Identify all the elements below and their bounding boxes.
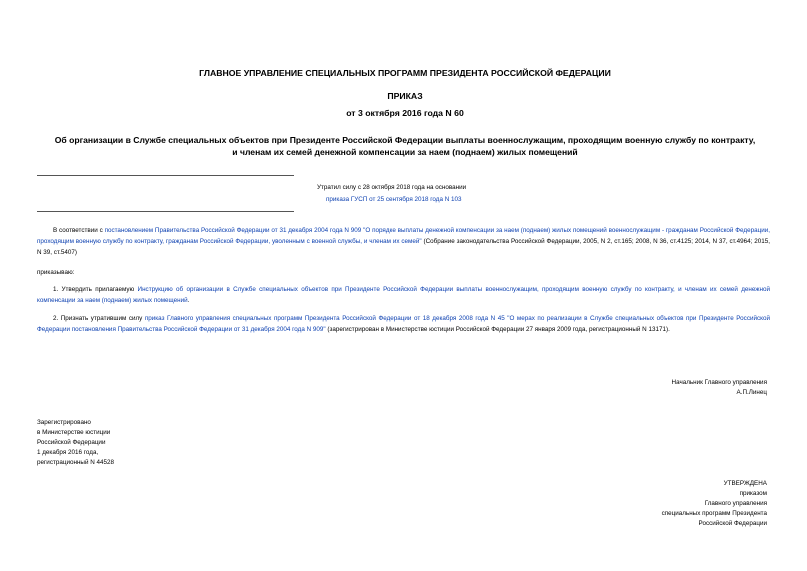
- approval-line-1: УТВЕРЖДЕНА: [723, 480, 767, 487]
- lost-force-text: Утратил силу с 28 октября 2018 года на основании: [317, 184, 467, 191]
- registration-line-2: в Министерстве юстиции: [37, 429, 111, 436]
- separator-bottom: [37, 211, 294, 212]
- preamble-suffix: (Собрание законодательства Российской Федерации, 2005, N 2, ст.165; 2008, N 36, ст.4125; 2014, N 37, ст.4964; 2015, N 39, ст.5407): [37, 238, 770, 256]
- registration-line-1: Зарегистрировано: [37, 419, 91, 426]
- instruction-link[interactable]: Инструкцию об организации в Службе специальных объектов при Президенте Российской Федерации выплаты военнослужащим, проходящим военную службу по контракту, и членам их семей денежной компенсации за наем (поднаем) жилых помещений: [37, 286, 770, 304]
- clause-2-prefix: 2. Признать утратившим силу: [53, 315, 145, 322]
- approval-block: [467, 479, 767, 529]
- document-date-number: от 3 октября 2016 года N 60: [346, 108, 464, 118]
- approval-line-2: приказом: [739, 490, 767, 497]
- approval-line-5: Российской Федерации: [698, 520, 767, 527]
- clause-1-paragraph: [37, 284, 770, 306]
- clause-1-suffix: .: [187, 297, 190, 304]
- document-title-line-2: и членам их семей денежной компенсации за наем (поднаем) жилых помещений: [232, 147, 578, 157]
- signer-name: А.П.Линец: [736, 389, 767, 396]
- registration-line-5: регистрационный N 44528: [37, 459, 115, 466]
- signature-block: [467, 378, 767, 398]
- repealed-order-link[interactable]: приказ Главного управления специальных программ Президента Российской Федерации от 18 декабря 2008 года N 45 "О мерах по реализации в Службе специальных объектов при Президенте Российской Федерации постановления Правительства Российской Федерации от 31 декабря 2004 года N 909": [37, 315, 770, 333]
- preamble-paragraph: [37, 225, 770, 258]
- government-decree-link[interactable]: постановлением Правительства Российской Федерации от 31 декабря 2004 года N 909 "О порядке выплаты денежной компенсации за наем (поднаем) жилых помещений военнослужащим - гражданам Российской Федерации, проходящим военную службу по контракту, гражданам Российской Федерации, уволенным с военной службы, и членам их семей": [37, 227, 770, 245]
- registration-line-3: Российской Федерации: [37, 439, 106, 446]
- separator-top: [37, 175, 294, 176]
- document-title-line-1: Об организации в Службе специальных объектов при Президенте Российской Федерации выплаты военнослужащим, проходящим военную службу по контракту,: [54, 135, 756, 145]
- signer-position: Начальник Главного управления: [671, 379, 767, 386]
- approval-line-4: специальных программ Президента: [661, 510, 767, 517]
- clause-1-prefix: 1. Утвердить прилагаемую: [53, 286, 138, 293]
- clause-2-suffix: (зарегистрирован в Министерстве юстиции Российской Федерации 27 января 2009 года, регистрационный N 13171).: [325, 326, 670, 333]
- preamble-prefix: В соответствии с: [53, 227, 105, 234]
- issuing-organization: ГЛАВНОЕ УПРАВЛЕНИЕ СПЕЦИАЛЬНЫХ ПРОГРАММ ПРЕЗИДЕНТА РОССИЙСКОЙ ФЕДЕРАЦИИ: [199, 68, 611, 78]
- document-type: ПРИКАЗ: [387, 91, 423, 101]
- approval-line-3: Главного управления: [704, 500, 767, 507]
- order-word: приказываю:: [37, 269, 75, 276]
- clause-2-paragraph: [37, 313, 770, 335]
- lost-force-link[interactable]: приказа ГУСП от 25 сентября 2018 года N 103: [326, 196, 462, 203]
- registration-block: [37, 418, 114, 468]
- document-title: [36, 134, 774, 158]
- registration-line-4: 1 декабря 2016 года,: [37, 449, 99, 456]
